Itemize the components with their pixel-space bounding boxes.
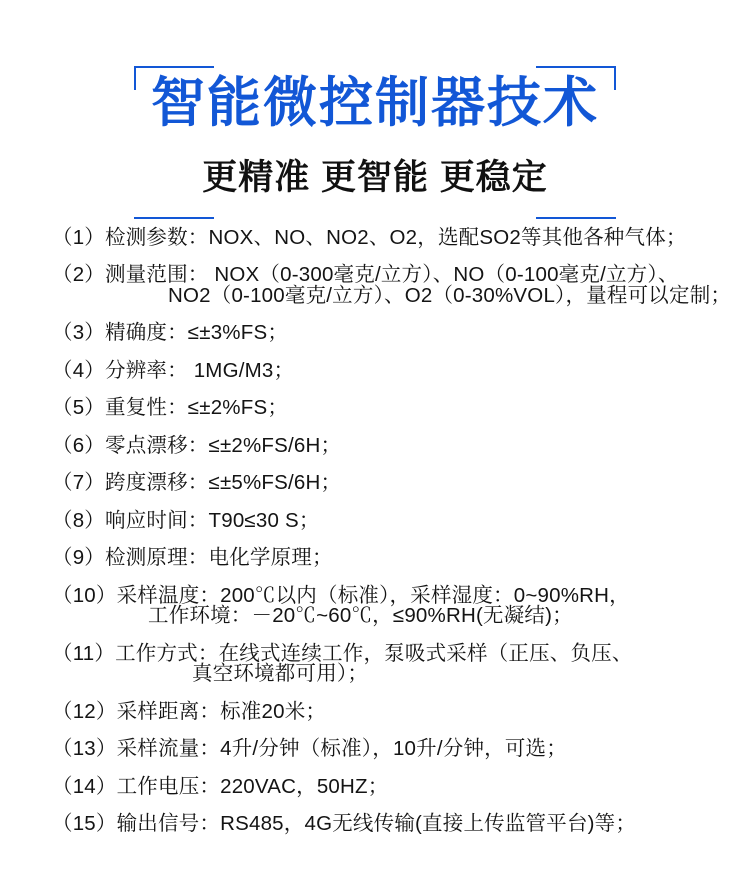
spec-line: （4）分辨率： 1MG/M3；	[52, 358, 295, 382]
list-item	[52, 641, 750, 686]
spec-line: （9）检测原理：电化学原理；	[52, 546, 333, 570]
list-item	[52, 814, 750, 835]
list-item	[52, 774, 750, 798]
list-item	[52, 225, 750, 249]
spec-line-cont: NO2（0-100毫克/立方）、O2（0-30%VOL），量程可以定制；	[168, 283, 732, 307]
spec-line: （11）工作方式：在线式连续工作，泵吸式采样（正压、负压、	[52, 641, 633, 665]
frame-corner-top-right	[614, 66, 616, 90]
spec-line: （6）零点漂移：≤±2%FS/6H；	[52, 433, 342, 457]
list-item	[52, 583, 750, 628]
spec-line: （14）工作电压：220VAC，50HZ；	[52, 774, 389, 798]
spec-line: （2）测量范围： NOX（0-300毫克/立方）、NO（0-100毫克/立方）、	[52, 263, 679, 287]
spec-line: （10）采样温度：200℃以内（标准），采样湿度：0~90%RH，	[52, 583, 630, 607]
list-item	[52, 739, 750, 760]
list-item	[52, 548, 750, 569]
list-item	[52, 699, 750, 723]
frame-corner-top-left-bar	[134, 66, 214, 68]
specification-list	[0, 225, 750, 836]
subtitle-row	[67, 150, 683, 206]
spec-line: （15）输出信号：RS485，4G无线传输(直接上传监管平台)等；	[52, 812, 637, 836]
page-subtitle: 更精准 更智能 更稳定	[202, 157, 548, 197]
frame-corner-bottom-right-bar	[536, 217, 616, 219]
list-item	[52, 358, 750, 382]
list-item	[52, 398, 750, 419]
spec-line: （13）采样流量：4升/分钟（标准），10升/分钟，可选；	[52, 737, 567, 761]
spec-line: （3）精确度：≤±3%FS；	[52, 321, 289, 345]
frame-corner-top-right-bar	[536, 66, 616, 68]
spec-line: （7）跨度漂移：≤±5%FS/6H；	[52, 471, 342, 495]
list-item	[52, 433, 750, 457]
spec-line-cont: 工作环境：－20℃~60℃，≤90%RH(无凝结)；	[148, 604, 573, 628]
spec-line: （1）检测参数：NOX、NO、NO2、O2，选配SO2等其他各种气体；	[52, 225, 687, 249]
spec-line-cont: 真空环境都可用）；	[192, 662, 369, 686]
list-item	[52, 473, 750, 494]
page-title: 智能微控制器技术	[151, 73, 599, 133]
spec-line: （5）重复性：≤±2%FS；	[52, 396, 289, 420]
spec-line: （12）采样距离：标准20米；	[52, 699, 327, 723]
list-item	[52, 265, 750, 306]
list-item	[52, 508, 750, 532]
frame-corner-bottom-left-bar	[134, 217, 214, 219]
header-block	[67, 0, 683, 206]
frame-corner-top-left	[134, 66, 136, 90]
spec-line: （8）响应时间：T90≤30 S；	[52, 508, 320, 532]
list-item	[52, 323, 750, 344]
